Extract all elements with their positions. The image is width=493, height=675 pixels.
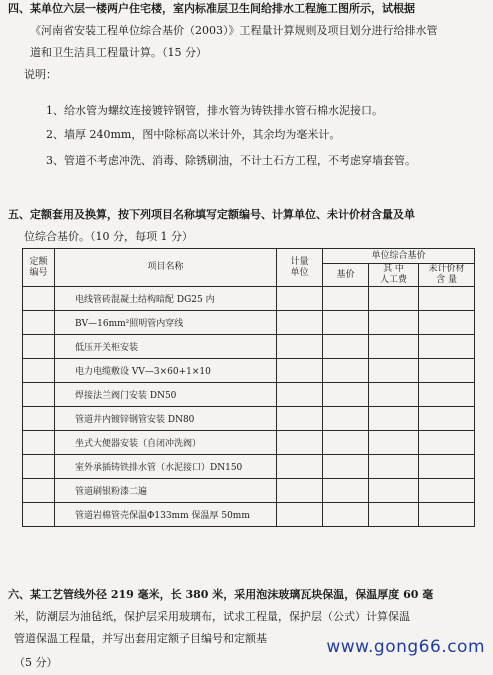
cell-labor[interactable] (369, 287, 419, 311)
cell-labor[interactable] (369, 359, 419, 383)
cell-base[interactable] (323, 359, 369, 383)
cell-item-name: 电线管砖混凝土结构暗配 DG25 内 (55, 287, 277, 311)
cell-item-name: 管道刷银粉漆二遍 (55, 479, 277, 503)
q6-line-1: 六、某工艺管线外径 219 毫米，长 380 米，采用泡沫玻璃瓦块保温，保温厚度 60 毫 (8, 588, 434, 601)
cell-item-name: 室外承插铸铁排水管（水泥接口）DN150 (55, 455, 277, 479)
header-labor-line-1: 其 中 (383, 264, 404, 274)
cell-item-name: BV—16mm²照明管内穿线 (55, 311, 277, 335)
cell-code[interactable] (23, 455, 55, 479)
cell-labor[interactable] (369, 479, 419, 503)
quota-table (22, 248, 475, 527)
header-quota-code-line-2: 编号 (29, 267, 48, 278)
table-row (23, 455, 475, 479)
cell-labor[interactable] (369, 455, 419, 479)
header-material-line-2: 含 量 (436, 275, 457, 285)
site-watermark: www.gong66.com (326, 637, 485, 657)
header-unit-price: 单位综合基价 (323, 249, 475, 264)
header-labor-cost (369, 264, 419, 287)
cell-item-name: 坐式大便器安装（自闭冲洗阀） (55, 431, 277, 455)
cell-base[interactable] (323, 383, 369, 407)
table-row (23, 359, 475, 383)
cell-item-name: 焊接法兰阀门安装 DN50 (55, 383, 277, 407)
q4-note-title: 说明： (24, 68, 57, 81)
q5-line-2: 位综合基价。（10 分，每项 1 分） (24, 230, 193, 243)
cell-base[interactable] (323, 455, 369, 479)
cell-code[interactable] (23, 431, 55, 455)
q4-note-3: 3、管道不考虑冲洗、消毒、除锈刷油，不计土石方工程，不考虑穿墙套管。 (46, 154, 416, 167)
cell-code[interactable] (23, 407, 55, 431)
cell-code[interactable] (23, 479, 55, 503)
cell-unit[interactable] (277, 335, 323, 359)
table-row (23, 287, 475, 311)
table-row (23, 431, 475, 455)
cell-material[interactable] (419, 503, 475, 527)
cell-material[interactable] (419, 431, 475, 455)
cell-material[interactable] (419, 335, 475, 359)
cell-base[interactable] (323, 311, 369, 335)
cell-base[interactable] (323, 335, 369, 359)
header-base-price: 基价 (323, 264, 369, 287)
cell-code[interactable] (23, 359, 55, 383)
cell-labor[interactable] (369, 311, 419, 335)
cell-material[interactable] (419, 311, 475, 335)
cell-labor[interactable] (369, 407, 419, 431)
header-item-name: 项目名称 (55, 249, 277, 287)
cell-labor[interactable] (369, 431, 419, 455)
q6-line-3: 管道保温工程量，并写出套用定额子目编号和定额基 (14, 632, 267, 645)
cell-material[interactable] (419, 287, 475, 311)
header-unit-line-1: 计量 (290, 256, 309, 267)
table-row (23, 407, 475, 431)
cell-material[interactable] (419, 479, 475, 503)
cell-item-name: 管道岩棉管壳保温Φ133mm 保温厚 50mm (55, 503, 277, 527)
cell-unit[interactable] (277, 503, 323, 527)
cell-code[interactable] (23, 383, 55, 407)
q6-line-4: （5 分） (14, 656, 58, 669)
q4-line-1: 四、某单位六层一楼两户住宅楼，室内标准层卫生间给排水工程施工图所示，试根据 (8, 2, 415, 15)
cell-unit[interactable] (277, 407, 323, 431)
cell-base[interactable] (323, 287, 369, 311)
cell-labor[interactable] (369, 335, 419, 359)
cell-material[interactable] (419, 455, 475, 479)
cell-code[interactable] (23, 335, 55, 359)
cell-base[interactable] (323, 431, 369, 455)
cell-base[interactable] (323, 479, 369, 503)
header-quota-code-line-1: 定额 (29, 256, 48, 267)
cell-code[interactable] (23, 287, 55, 311)
table-row (23, 311, 475, 335)
q5-line-1: 五、定额套用及换算，按下列项目名称填写定额编号、计算单位、未计价材含量及单 (8, 208, 415, 221)
cell-labor[interactable] (369, 383, 419, 407)
cell-unit[interactable] (277, 455, 323, 479)
table-row (23, 479, 475, 503)
cell-unit[interactable] (277, 359, 323, 383)
cell-unit[interactable] (277, 479, 323, 503)
cell-base[interactable] (323, 407, 369, 431)
table-row (23, 383, 475, 407)
header-unpriced-material (419, 264, 475, 287)
cell-unit[interactable] (277, 311, 323, 335)
cell-material[interactable] (419, 359, 475, 383)
header-material-line-1: 未计价材 (428, 264, 465, 274)
header-unit-line-2: 单位 (290, 267, 309, 278)
cell-unit[interactable] (277, 383, 323, 407)
cell-item-name: 低压开关柜安装 (55, 335, 277, 359)
header-labor-line-2: 人工费 (379, 275, 407, 285)
table-row (23, 335, 475, 359)
header-unit (277, 249, 323, 287)
q4-note-2: 2、墙厚 240mm，图中除标高以米计外，其余均为毫米计。 (46, 128, 341, 141)
cell-item-name: 管道井内镀锌钢管安装 DN80 (55, 407, 277, 431)
cell-item-name: 电力电缆敷设 VV—3×60+1×10 (55, 359, 277, 383)
cell-code[interactable] (23, 503, 55, 527)
cell-labor[interactable] (369, 503, 419, 527)
q6-line-2: 米，防潮层为油毡纸，保护层采用玻璃布，试求工程量，保护层（公式）计算保温 (14, 610, 410, 623)
cell-material[interactable] (419, 383, 475, 407)
q4-line-3: 道和卫生洁具工程量计算。（15 分） (30, 46, 207, 59)
cell-base[interactable] (323, 503, 369, 527)
q4-line-2: 《河南省安装工程单位综合基价（2003）》工程量计算规则及项目划分进行给排水管 (30, 24, 438, 37)
header-quota-code (23, 249, 55, 287)
q4-note-1: 1、给水管为螺纹连接镀锌钢管，排水管为铸铁排水管石棉水泥接口。 (46, 104, 383, 117)
cell-material[interactable] (419, 407, 475, 431)
cell-code[interactable] (23, 311, 55, 335)
cell-unit[interactable] (277, 431, 323, 455)
table-row (23, 503, 475, 527)
cell-unit[interactable] (277, 287, 323, 311)
